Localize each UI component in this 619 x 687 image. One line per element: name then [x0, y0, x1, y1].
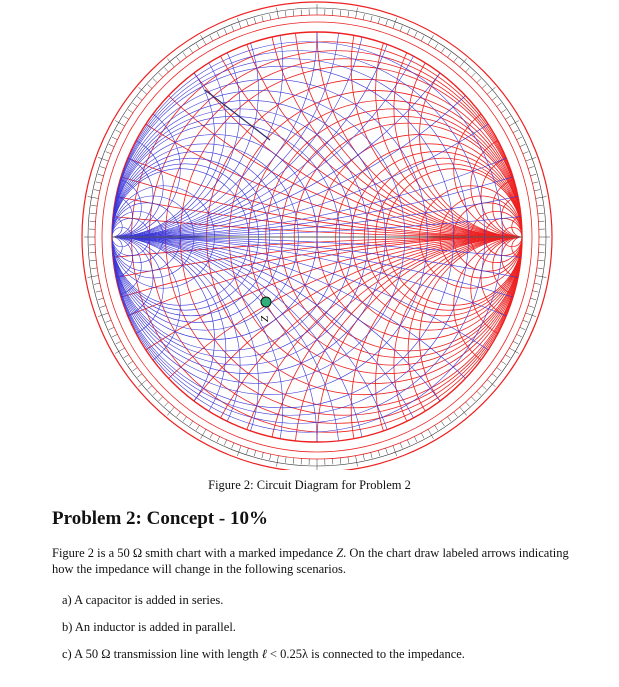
- scale-tick: [232, 26, 234, 32]
- scale-tick: [128, 361, 133, 364]
- scale-tick: [538, 213, 544, 214]
- arc-lower: [0, 237, 619, 470]
- scale-tick: [277, 8, 279, 19]
- scale-tick: [536, 276, 547, 278]
- impedance-marker: [261, 297, 271, 307]
- scale-tick: [112, 137, 117, 140]
- scale-tick: [526, 313, 536, 317]
- scale-tick: [435, 44, 438, 49]
- scale-tick: [363, 454, 364, 460]
- scale-tick: [513, 130, 518, 133]
- scale-tick: [270, 14, 271, 20]
- scale-tick: [520, 327, 525, 329]
- scale-tick: [148, 386, 152, 390]
- scale-tick: [400, 26, 402, 32]
- item-text: An inductor is added in parallel.: [74, 620, 236, 634]
- item-label: b): [62, 620, 73, 634]
- scale-tick: [428, 429, 434, 439]
- scale-tick: [393, 446, 397, 456]
- list-item: [62, 647, 465, 662]
- scale-tick: [340, 458, 341, 464]
- scale-tick: [277, 456, 279, 467]
- scale-tick: [224, 29, 226, 34]
- scale-tick: [190, 421, 193, 426]
- arc-lower: [0, 237, 619, 470]
- scale-tick: [400, 443, 402, 449]
- scale-tick: [348, 11, 349, 17]
- scale-tick: [237, 18, 241, 28]
- arc-upper: [0, 0, 619, 237]
- scale-tick: [435, 425, 438, 430]
- scale-tick: [537, 205, 543, 206]
- arc-upper: [0, 9, 226, 237]
- scale-tick: [177, 57, 181, 62]
- scale-tick: [537, 268, 543, 269]
- scale-tick: [247, 20, 249, 26]
- list-item: [62, 593, 223, 608]
- arc-lower: [112, 237, 619, 470]
- scale-tick: [421, 433, 424, 438]
- scale-tick: [137, 97, 142, 101]
- scale-tick: [210, 433, 213, 438]
- arc-lower: [0, 237, 619, 470]
- scale-tick: [88, 197, 99, 199]
- scale-tick: [94, 190, 100, 191]
- scale-tick: [532, 182, 538, 183]
- scale-tick: [91, 205, 97, 206]
- scale-tick: [91, 268, 97, 269]
- arc-lower: [317, 237, 619, 470]
- scale-tick: [98, 157, 108, 161]
- scale-tick: [124, 355, 129, 358]
- scale-tick: [421, 36, 424, 41]
- scale-tick: [109, 327, 114, 329]
- scale-tick: [177, 412, 181, 417]
- scale-tick: [106, 152, 112, 154]
- scale-tick: [466, 68, 470, 72]
- scale-tick: [137, 374, 142, 378]
- scale-tick: [159, 397, 163, 401]
- scale-tick: [441, 421, 444, 426]
- scale-tick: [477, 79, 481, 83]
- scale-tick: [471, 397, 475, 401]
- scale-tick: [501, 361, 506, 364]
- scale-tick: [133, 367, 138, 371]
- arc-lower: [0, 237, 317, 470]
- arc-lower: [0, 237, 619, 470]
- scale-tick: [164, 68, 168, 72]
- list-item: [62, 620, 236, 635]
- scale-tick: [530, 298, 536, 300]
- scale-tick: [505, 116, 510, 119]
- scale-tick: [201, 35, 207, 45]
- scale-tick: [414, 32, 417, 37]
- arc-lower: [0, 237, 619, 470]
- scale-tick: [100, 306, 106, 308]
- scale-tick: [217, 437, 220, 442]
- scale-tick: [237, 446, 241, 456]
- arc-lower: [0, 237, 619, 470]
- intro-text-1: Figure 2 is a 50 Ω smith chart with a marked impedance: [52, 546, 337, 560]
- arc-lower: [0, 237, 619, 470]
- scale-tick: [513, 341, 518, 344]
- arc-upper: [0, 0, 619, 237]
- scale-tick: [148, 84, 152, 88]
- scale-tick: [293, 458, 294, 464]
- scale-tick: [98, 174, 104, 176]
- scale-tick: [532, 291, 538, 292]
- scale-tick: [116, 341, 121, 344]
- scale-tick: [133, 103, 138, 107]
- scale-tick: [471, 73, 475, 77]
- scale-tick: [447, 53, 451, 58]
- scale-tick: [232, 443, 234, 449]
- scale-tick: [466, 402, 470, 406]
- scale-tick: [348, 457, 349, 463]
- scale-tick: [262, 452, 263, 458]
- scale-tick: [441, 48, 444, 53]
- problem-intro: [52, 545, 572, 577]
- scale-tick: [526, 157, 536, 161]
- scale-tick: [262, 16, 263, 22]
- arc-upper: [0, 0, 619, 237]
- scale-tick: [224, 440, 226, 445]
- scale-tick: [183, 53, 187, 58]
- scale-tick: [164, 402, 168, 406]
- scale-tick: [201, 429, 207, 439]
- scale-tick: [509, 121, 519, 127]
- scale-tick: [523, 320, 529, 322]
- item-label: c): [62, 647, 72, 661]
- intro-text-2: . On the chart draw labeled arrows indicating how the impedance will change in the following scenarios.: [52, 546, 569, 576]
- figure-caption: Figure 2: Circuit Diagram for Problem 2: [208, 478, 411, 492]
- arc-upper: [44, 100, 181, 237]
- scale-tick: [285, 11, 286, 17]
- intro-z-symbol: Z: [336, 546, 344, 560]
- scale-tick: [428, 35, 434, 45]
- scale-tick: [217, 32, 220, 37]
- arc-upper: [0, 0, 619, 237]
- arc-lower: [0, 237, 619, 470]
- arc-upper: [0, 0, 454, 237]
- scale-tick: [254, 18, 256, 24]
- arc-upper: [0, 0, 619, 237]
- scale-tick: [454, 57, 458, 62]
- scale-tick: [407, 440, 409, 445]
- scale-tick: [523, 152, 529, 154]
- scale-tick: [153, 391, 157, 395]
- scale-tick: [378, 18, 380, 24]
- arc-lower: [266, 237, 619, 470]
- scale-tick: [96, 291, 102, 292]
- scale-tick: [371, 452, 372, 458]
- scale-tick: [183, 417, 187, 422]
- scale-tick: [501, 110, 506, 113]
- scale-tick: [128, 110, 133, 113]
- scale-tick: [447, 417, 451, 422]
- scale-tick: [270, 454, 271, 460]
- item-text: A capacitor is added in series.: [74, 593, 224, 607]
- arc-upper: [0, 0, 619, 237]
- scale-tick: [356, 8, 358, 19]
- scale-tick: [534, 190, 540, 191]
- scale-tick: [528, 167, 534, 169]
- arc-upper: [0, 0, 619, 237]
- scale-tick: [112, 334, 117, 337]
- scale-tick: [530, 174, 536, 176]
- arc-lower: [0, 237, 619, 470]
- scale-tick: [293, 10, 294, 16]
- scale-tick: [497, 103, 502, 107]
- scale-tick: [196, 44, 199, 49]
- scale-tick: [538, 260, 544, 261]
- arc-lower: [0, 237, 258, 470]
- scale-tick: [454, 412, 458, 417]
- scale-tick: [482, 386, 486, 390]
- scale-tick: [159, 73, 163, 77]
- scale-tick: [115, 348, 125, 354]
- scale-tick: [90, 213, 96, 214]
- arc-upper: [0, 0, 619, 237]
- scale-tick: [497, 367, 502, 371]
- arc-lower: [0, 237, 619, 470]
- scale-tick: [378, 450, 380, 456]
- item-text: A 50 Ω transmission line with length: [74, 647, 262, 661]
- arc-upper: [0, 0, 619, 237]
- scale-tick: [285, 457, 286, 463]
- scale-tick: [520, 144, 525, 146]
- scale-tick: [98, 313, 108, 317]
- scale-tick: [106, 320, 112, 322]
- arc-upper: [0, 0, 619, 237]
- arc-lower: [229, 237, 619, 470]
- scale-tick: [492, 97, 497, 101]
- scale-tick: [371, 16, 372, 22]
- scale-tick: [153, 79, 157, 83]
- scale-tick: [190, 48, 193, 53]
- arc-lower: [0, 237, 283, 470]
- scale-tick: [96, 182, 102, 183]
- scale-tick: [517, 137, 522, 140]
- scale-tick: [115, 121, 125, 127]
- problem-heading: Problem 2: Concept - 10%: [52, 508, 269, 529]
- arc-upper: [0, 0, 619, 237]
- scale-tick: [386, 20, 388, 26]
- item-label: a): [62, 593, 72, 607]
- scale-tick: [116, 130, 121, 133]
- scale-tick: [386, 448, 388, 454]
- scale-tick: [90, 260, 96, 261]
- scale-tick: [407, 29, 409, 34]
- scale-tick: [247, 448, 249, 454]
- scale-tick: [94, 283, 100, 284]
- arc-lower: [0, 237, 619, 470]
- scale-tick: [414, 437, 417, 442]
- scale-tick: [356, 456, 358, 467]
- length-symbol: ℓ: [261, 647, 267, 661]
- scale-tick: [393, 18, 397, 28]
- scale-tick: [98, 298, 104, 300]
- scale-tick: [363, 14, 364, 20]
- scale-tick: [536, 197, 547, 199]
- scale-tick: [477, 391, 481, 395]
- impedance-marker-label: Z: [259, 315, 271, 322]
- scale-tick: [509, 348, 519, 354]
- arc-upper: [376, 0, 619, 237]
- scale-tick: [528, 306, 534, 308]
- scale-tick: [505, 355, 510, 358]
- scale-tick: [196, 425, 199, 430]
- scale-tick: [124, 116, 129, 119]
- scale-tick: [482, 84, 486, 88]
- arc-lower: [44, 237, 181, 374]
- arc-upper: [10, 0, 619, 237]
- scale-tick: [254, 450, 256, 456]
- arc-lower: [0, 237, 226, 465]
- item-text-2: < 0.25λ is connected to the impedance.: [266, 647, 465, 661]
- scale-tick: [492, 374, 497, 378]
- scale-tick: [109, 144, 114, 146]
- scale-tick: [517, 334, 522, 337]
- scale-tick: [340, 10, 341, 16]
- scale-tick: [534, 283, 540, 284]
- scale-tick: [100, 167, 106, 169]
- scale-tick: [210, 36, 213, 41]
- scale-tick: [88, 276, 99, 278]
